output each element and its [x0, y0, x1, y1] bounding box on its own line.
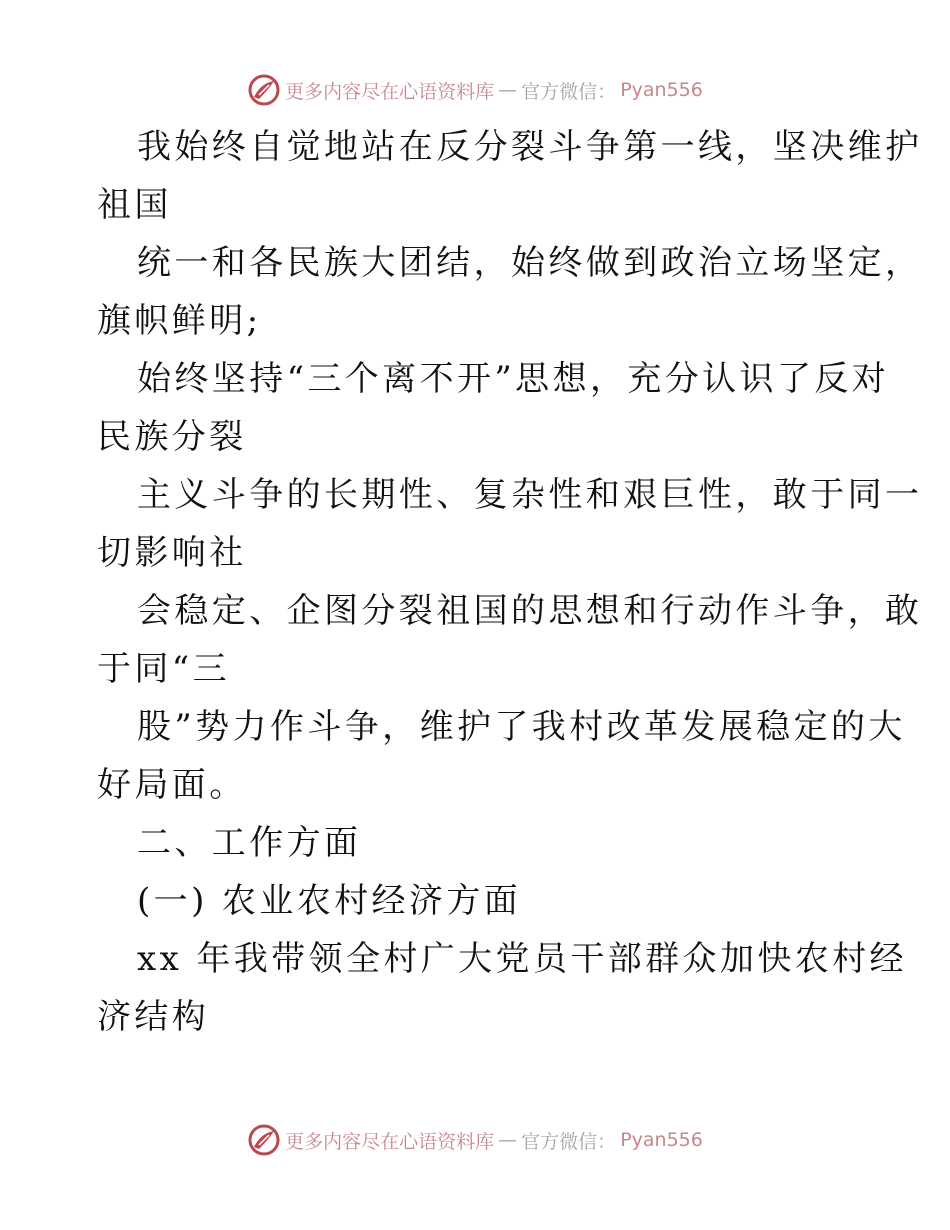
paragraph-line: 主义斗争的长期性、复杂性和艰巨性，敢于同一 [137, 475, 923, 515]
banner-wechat-label: 官方微信： [521, 1130, 617, 1153]
banner-inner [247, 1123, 703, 1157]
banner-separator: — [498, 79, 518, 101]
paragraph-line: 会稳定、企图分裂祖国的思想和行动作斗争，敢 [137, 591, 923, 631]
paragraph-line: xx 年我带领全村广大党员干部群众加快农村经 [137, 939, 907, 979]
banner-wechat-id: Pyan556 [620, 1129, 703, 1151]
section-heading: 二、工作方面 [137, 823, 362, 863]
paragraph-line: 统一和各民族大团结，始终做到政治立场坚定， [137, 243, 923, 283]
pen-nib-logo-icon [247, 1123, 281, 1157]
paragraph-line: 切影响社 [97, 533, 247, 573]
paragraph-line: 民族分裂 [97, 417, 247, 457]
header-watermark-banner [0, 70, 950, 110]
paragraph-line: 好局面。 [97, 765, 247, 805]
paragraph-line: 我始终自觉地站在反分裂斗争第一线，坚决维护 [137, 127, 923, 167]
paragraph-line: 股”势力作斗争，维护了我村改革发展稳定的大 [137, 707, 906, 747]
pen-nib-logo-icon [247, 73, 281, 107]
paragraph-line: 于同“三 [97, 649, 230, 689]
paragraph-line: 始终坚持“三个离不开”思想，充分认识了反对 [137, 359, 890, 399]
banner-separator: — [498, 1129, 518, 1151]
paragraph-line: 旗帜鲜明; [97, 301, 262, 341]
banner-wechat-id: Pyan556 [620, 79, 703, 101]
document-body [97, 118, 923, 1046]
subsection-heading: (一) 农业农村经济方面 [137, 881, 522, 921]
paragraph-line: 济结构 [97, 997, 210, 1037]
banner-inner [247, 73, 703, 107]
banner-wechat-label: 官方微信： [521, 80, 617, 103]
paragraph-line: 祖国 [97, 185, 172, 225]
banner-site-text: 更多内容尽在心语资料库 [285, 1130, 495, 1153]
banner-site-text: 更多内容尽在心语资料库 [285, 80, 495, 103]
footer-watermark-banner [0, 1120, 950, 1160]
